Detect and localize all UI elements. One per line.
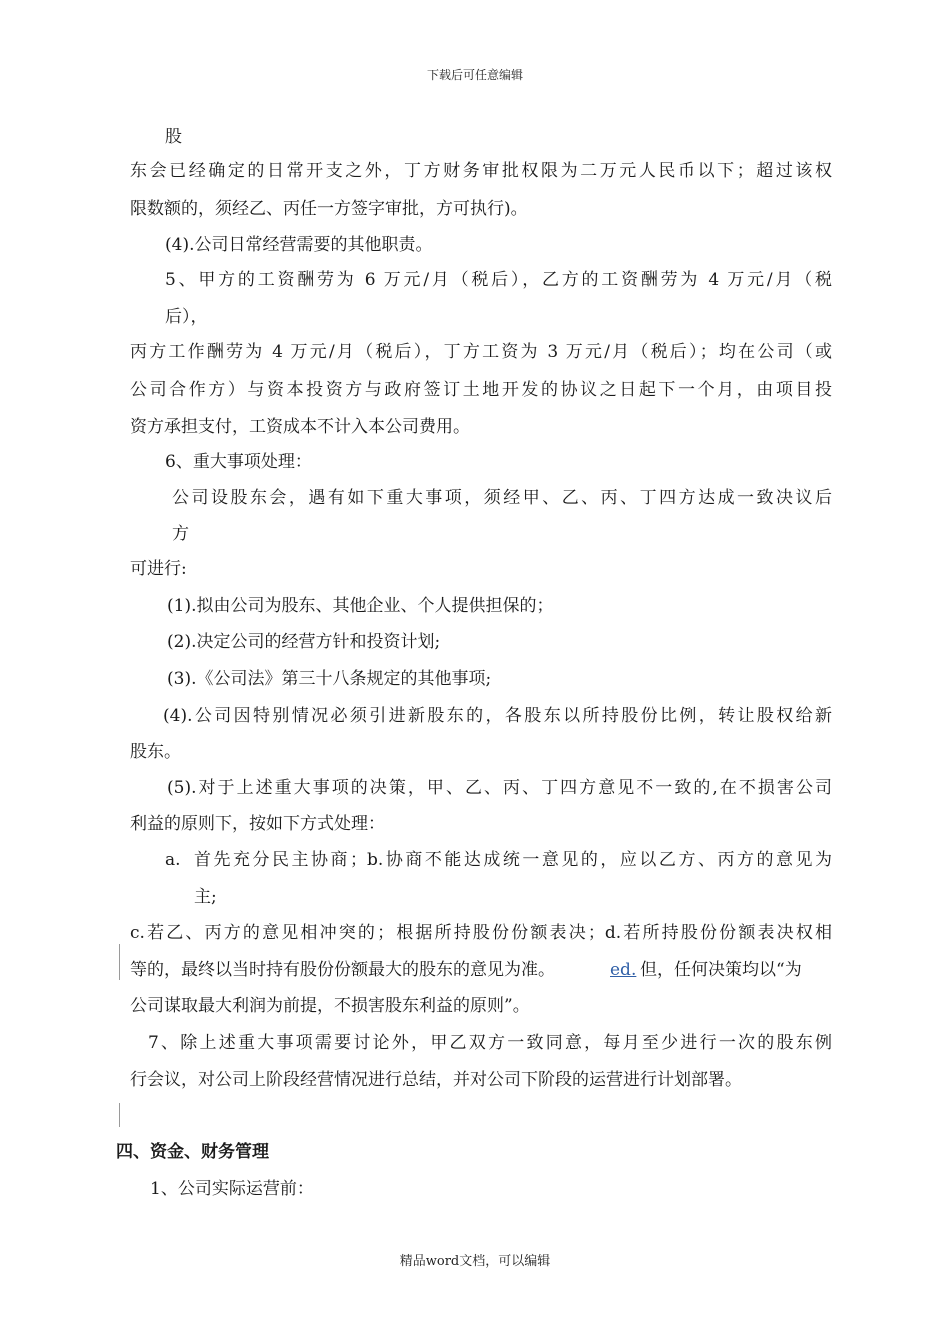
list-item: (4).公司因特别情况必须引进新股东的，各股东以所持股份比例，转让股权给新	[163, 706, 832, 726]
list-marker: a.	[165, 850, 181, 870]
page-footer: 精品word文档，可以编辑	[399, 1254, 551, 1269]
text-line: 主;	[194, 887, 217, 907]
revision-mark: ed.	[610, 960, 637, 980]
text-line: 股	[165, 127, 182, 147]
text-line: 方	[172, 524, 189, 544]
text-line: 7、除上述重大事项需要讨论外，甲乙双方一致同意，每月至少进行一次的股东例	[148, 1033, 832, 1053]
text-line: 利益的原则下，按如下方式处理：	[130, 814, 385, 834]
list-item: (2).决定公司的经营方针和投资计划;	[167, 632, 441, 652]
text-line: 但，任何决策均以“为	[640, 960, 802, 980]
text-line: c.若乙、丙方的意见相冲突的；根据所持股份份额表决；d.若所持股份份额表决权相	[130, 923, 832, 943]
list-item: (1).拟由公司为股东、其他企业、个人提供担保的；	[167, 596, 554, 616]
text-line: 丙方工作酬劳为 4 万元/月（税后），丁方工资为 3 万元/月（税后）；均在公司（或	[130, 342, 832, 362]
text-line: 等的，最终以当时持有股份份额最大的股东的意见为准。	[130, 960, 555, 980]
text-line: 东会已经确定的日常开支之外，丁方财务审批权限为二万元人民币以下；超过该权	[130, 161, 832, 181]
section-heading: 四、资金、财务管理	[116, 1142, 269, 1162]
text-line: 股东。	[130, 742, 181, 762]
list-item: (3).《公司法》第三十八条规定的其他事项;	[167, 669, 492, 689]
text-line: 公司设股东会，遇有如下重大事项，须经甲、乙、丙、丁四方达成一致决议后	[172, 488, 832, 508]
text-line: 1、公司实际运营前：	[150, 1179, 314, 1199]
text-line: 可进行:	[130, 559, 187, 579]
revision-bar	[119, 944, 120, 980]
section-heading: 6、重大事项处理：	[165, 452, 312, 472]
text-line: 公司谋取最大利润为前提，不损害股东利益的原则”。	[130, 996, 530, 1016]
text-line: 5、甲方的工资酬劳为 6 万元/月（税后），乙方的工资酬劳为 4 万元/月（税	[165, 270, 832, 290]
text-line: 限数额的，须经乙、丙任一方签字审批，方可执行)。	[130, 199, 528, 219]
text-line: 后），	[165, 307, 208, 327]
list-item: (4).公司日常经营需要的其他职责。	[165, 235, 433, 255]
text-line: 公司合作方）与资本投资方与政府签订土地开发的协议之日起下一个月，由项目投	[130, 380, 832, 400]
text-line: 首先充分民主协商；b.协商不能达成统一意见的，应以乙方、丙方的意见为	[194, 850, 832, 870]
text-line: 行会议，对公司上阶段经营情况进行总结，并对公司下阶段的运营进行计划部署。	[130, 1070, 742, 1090]
revision-bar	[119, 1103, 120, 1127]
list-item: (5).对于上述重大事项的决策，甲、乙、丙、丁四方意见不一致的,在不损害公司	[167, 778, 832, 798]
text-line: 资方承担支付，工资成本不计入本公司费用。	[130, 417, 470, 437]
page-header: 下载后可任意编辑	[426, 68, 523, 82]
